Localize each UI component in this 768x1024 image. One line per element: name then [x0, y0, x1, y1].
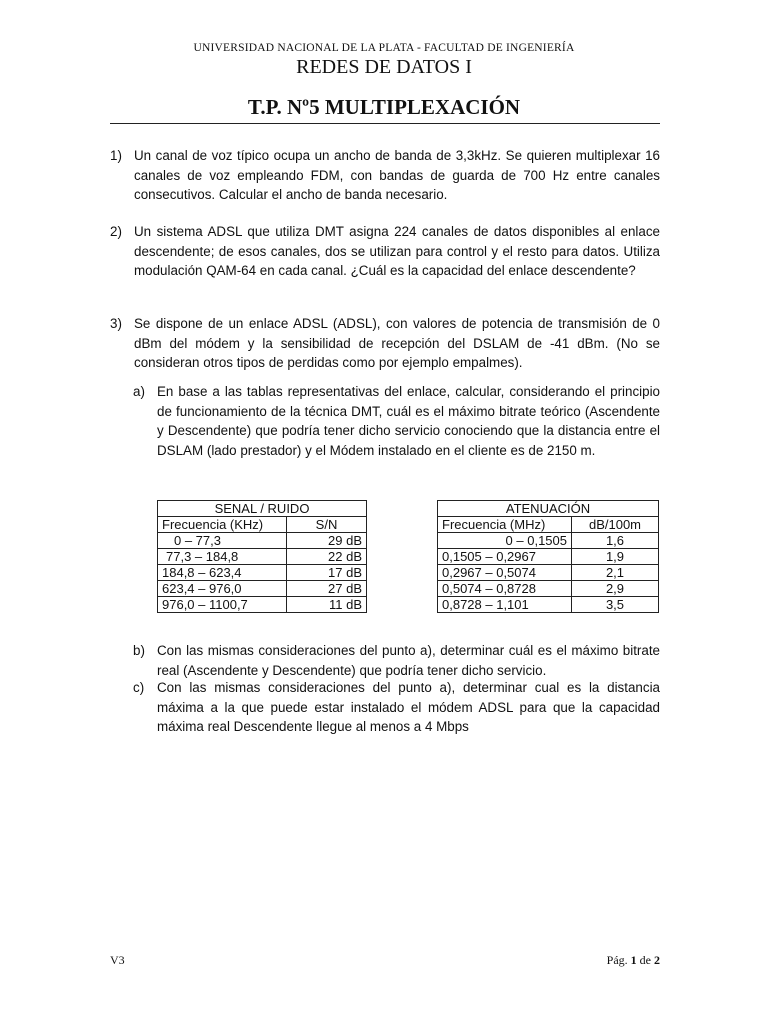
table-header-row — [438, 517, 659, 533]
frequency-cell: 0 – 77,3 — [158, 533, 287, 549]
attenuation-value-cell: 1,9 — [572, 549, 659, 565]
attenuation-value-cell: 2,1 — [572, 565, 659, 581]
subquestion-c — [133, 678, 660, 737]
page-current: 1 — [630, 953, 637, 967]
question-number: 3) — [110, 316, 122, 331]
table-row — [438, 581, 659, 597]
attenuation-value-cell: 3,5 — [572, 597, 659, 613]
page-number — [560, 953, 660, 968]
table-row — [438, 533, 659, 549]
question-2 — [110, 222, 660, 281]
table-header-row — [158, 517, 367, 533]
question-text: Un sistema ADSL que utiliza DMT asigna 224 canales de datos disponibles al enlace descendente; de esos canales, dos se utilizan para control y el resto para datos. Utiliza modulación QAM-64 en cada canal. ¿Cuál es la capacidad del enlace descendente? — [134, 224, 660, 278]
frequency-cell: 0,2967 – 0,5074 — [438, 565, 572, 581]
subquestion-text: Con las mismas consideraciones del punto a), determinar cual es la distancia máxima a la que puede estar instalado el módem ADSL para que la capacidad máxima real Descendente llegue al menos a 4 Mbps — [157, 680, 660, 734]
table-row — [438, 565, 659, 581]
table-row — [158, 581, 367, 597]
page-title: T.P. Nº5 MULTIPLEXACIÓN — [247, 95, 521, 119]
snr-value-cell: 17 dB — [287, 565, 367, 581]
subquestion-letter: c) — [133, 680, 145, 695]
frequency-cell: 623,4 – 976,0 — [158, 581, 287, 597]
frequency-cell: 0,8728 – 1,101 — [438, 597, 572, 613]
page-of: de — [639, 953, 651, 967]
column-header: Frecuencia (MHz) — [438, 517, 572, 533]
table-row — [438, 549, 659, 565]
table-title-row — [438, 501, 659, 517]
table-row — [158, 565, 367, 581]
subquestion-a — [133, 382, 660, 460]
subquestion-letter: b) — [133, 643, 145, 658]
snr-value-cell: 22 dB — [287, 549, 367, 565]
table-row — [158, 549, 367, 565]
frequency-cell: 77,3 – 184,8 — [158, 549, 287, 565]
frequency-cell: 0 – 0,1505 — [438, 533, 572, 549]
table-row — [438, 597, 659, 613]
column-header: S/N — [287, 517, 367, 533]
attenuation-value-cell: 2,9 — [572, 581, 659, 597]
version-label: V3 — [110, 953, 125, 967]
frequency-cell: 976,0 – 1100,7 — [158, 597, 287, 613]
page-prefix: Pág. — [606, 953, 628, 967]
question-text: Un canal de voz típico ocupa un ancho de banda de 3,3kHz. Se quieren multiplexar 16 canales de voz empleando FDM, con bandas de guarda de 700 Hz entre canales consecutivos. Calcular el ancho de banda necesario. — [134, 148, 660, 202]
table-row — [158, 533, 367, 549]
course-name: REDES DE DATOS I — [296, 56, 472, 78]
snr-value-cell: 29 dB — [287, 533, 367, 549]
university-name: UNIVERSIDAD NACIONAL DE LA PLATA - FACULTAD DE INGENIERÍA — [193, 42, 575, 54]
subquestion-letter: a) — [133, 384, 145, 399]
frequency-cell: 184,8 – 623,4 — [158, 565, 287, 581]
snr-table — [157, 500, 367, 613]
frequency-cell: 0,5074 – 0,8728 — [438, 581, 572, 597]
subquestion-text: Con las mismas consideraciones del punto a), determinar cuál es el máximo bitrate real (Ascendente y Descendente) que podría tener dicho servicio. — [157, 643, 660, 678]
snr-value-cell: 11 dB — [287, 597, 367, 613]
question-number: 1) — [110, 148, 122, 163]
attenuation-value-cell: 1,6 — [572, 533, 659, 549]
question-text: Se dispone de un enlace ADSL (ADSL), con valores de potencia de transmisión de 0 dBm del módem y la sensibilidad de recepción del DSLAM de -41 dBm. (No se consideran otros tipos de perdidas como por ejemplo empalmes). — [134, 316, 660, 370]
question-3 — [110, 314, 660, 373]
attenuation-table — [437, 500, 659, 613]
question-number: 2) — [110, 224, 122, 239]
frequency-cell: 0,1505 – 0,2967 — [438, 549, 572, 565]
snr-value-cell: 27 dB — [287, 581, 367, 597]
question-1 — [110, 146, 660, 205]
table-title-row — [158, 501, 367, 517]
column-header: dB/100m — [572, 517, 659, 533]
column-header: Frecuencia (KHz) — [158, 517, 287, 533]
page-total: 2 — [654, 953, 660, 967]
attenuation-table-title: ATENUACIÓN — [438, 501, 659, 517]
title-divider — [110, 123, 660, 124]
subquestion-text: En base a las tablas representativas del enlace, calcular, considerando el principio de funcionamiento de la técnica DMT, cuál es el máximo bitrate teórico (Ascendente y Descendente) que podría tener dicho servicio conociendo que la distancia entre el DSLAM (lado prestador) y el Módem instalado en el cliente es de 2150 m. — [157, 384, 660, 458]
table-row — [158, 597, 367, 613]
subquestion-b — [133, 641, 660, 680]
snr-table-title: SENAL / RUIDO — [158, 501, 367, 517]
